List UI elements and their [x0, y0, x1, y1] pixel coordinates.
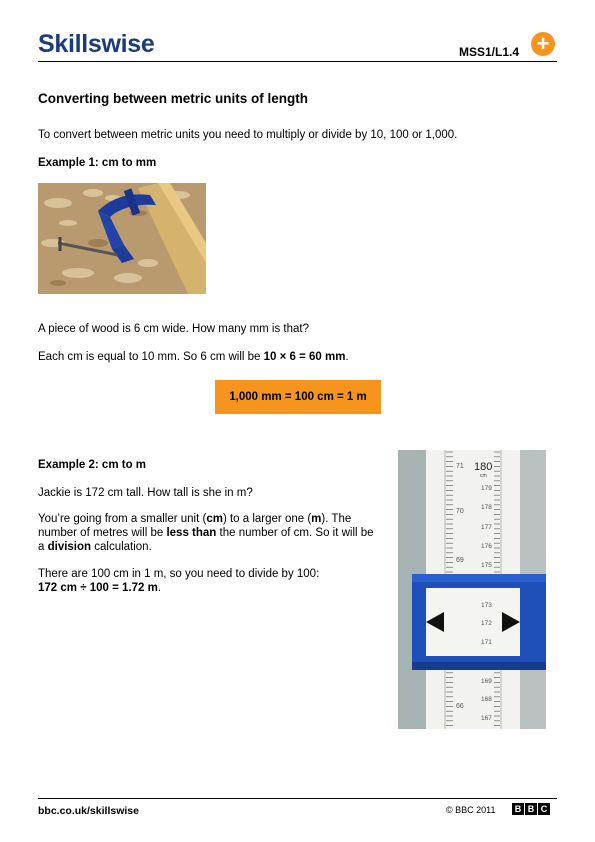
- ruler-right-label: 175: [481, 562, 492, 569]
- example2-explanation: [38, 512, 376, 554]
- ruler-right-label: 173: [481, 602, 492, 609]
- ruler-left-label: 70: [456, 508, 464, 515]
- ruler-right-label: 171: [481, 639, 492, 646]
- example2-method: There are 100 cm in 1 m, so you need to divide by 100:: [38, 568, 320, 580]
- conversion-callout: 1,000 mm = 100 cm = 1 m: [215, 380, 381, 414]
- explanation-part: ). The number of metres will be: [38, 513, 352, 539]
- ruler-right-label: 179: [481, 485, 492, 492]
- header-divider: [38, 61, 557, 62]
- clamp-photo: [38, 183, 206, 294]
- explanation-part: the number of cm. So it will be a: [38, 527, 374, 553]
- example1-answer-text: Each cm is equal to 10 mm. So 6 cm will be: [38, 351, 264, 363]
- less-than-emphasis: less than: [166, 527, 217, 539]
- bbc-logo-letter: B: [512, 803, 524, 815]
- explanation-part: calculation.: [91, 541, 152, 553]
- footer-divider: [38, 798, 557, 799]
- ruler-unit-label: cm: [480, 473, 487, 479]
- ruler-right-label: 177: [481, 524, 492, 531]
- ruler-right-label: 178: [481, 504, 492, 511]
- bbc-logo-letter: B: [525, 803, 537, 815]
- ruler-right-label: 172: [481, 620, 492, 627]
- ruler-left-label: 71: [456, 463, 464, 470]
- example1-heading: Example 1: cm to mm: [38, 157, 157, 169]
- explanation-part: You’re going from a smaller unit (: [38, 513, 207, 525]
- plus-icon: +: [531, 32, 555, 56]
- example1-answer-end: .: [345, 351, 349, 363]
- bbc-logo-letter: C: [538, 803, 550, 815]
- division-emphasis: division: [47, 541, 92, 553]
- explanation-part: ) to a larger one (: [222, 513, 312, 525]
- example2-calculation: [38, 581, 161, 595]
- example1-answer-calc: 10 × 6 = 60 mm: [263, 351, 346, 363]
- page-title: Converting between metric units of length: [38, 91, 309, 106]
- calculation-text: 172 cm ÷ 100 = 1.72 m: [38, 582, 158, 594]
- example2-question: Jackie is 172 cm tall. How tall is she in m?: [38, 487, 253, 499]
- height-measure-photo: [398, 450, 546, 729]
- ruler-right-label: 168: [481, 696, 492, 703]
- ruler-left-label: 69: [456, 557, 464, 564]
- example2-heading: Example 2: cm to m: [38, 459, 147, 471]
- footer-copyright: © BBC 2011: [446, 805, 496, 815]
- intro-text: To convert between metric units you need to multiply or divide by 10, 100 or 1,000.: [38, 129, 458, 141]
- unit-m: m: [311, 513, 322, 525]
- calculation-end: .: [157, 582, 162, 594]
- ruler-left-label: 66: [456, 703, 464, 710]
- unit-cm: cm: [206, 513, 223, 525]
- example1-question: A piece of wood is 6 cm wide. How many mm is that?: [38, 323, 309, 335]
- ruler-right-label: 167: [481, 715, 492, 722]
- ruler-big-label: 180: [474, 461, 493, 473]
- example1-answer: [38, 350, 349, 364]
- bbc-logo: [512, 803, 550, 815]
- skillswise-logo: Skillswise: [38, 30, 155, 58]
- ruler-right-label: 169: [481, 678, 492, 685]
- document-code: MSS1/L1.4: [459, 45, 520, 59]
- ruler-right-label: 176: [481, 543, 492, 550]
- footer-site-link[interactable]: bbc.co.uk/skillswise: [38, 805, 139, 817]
